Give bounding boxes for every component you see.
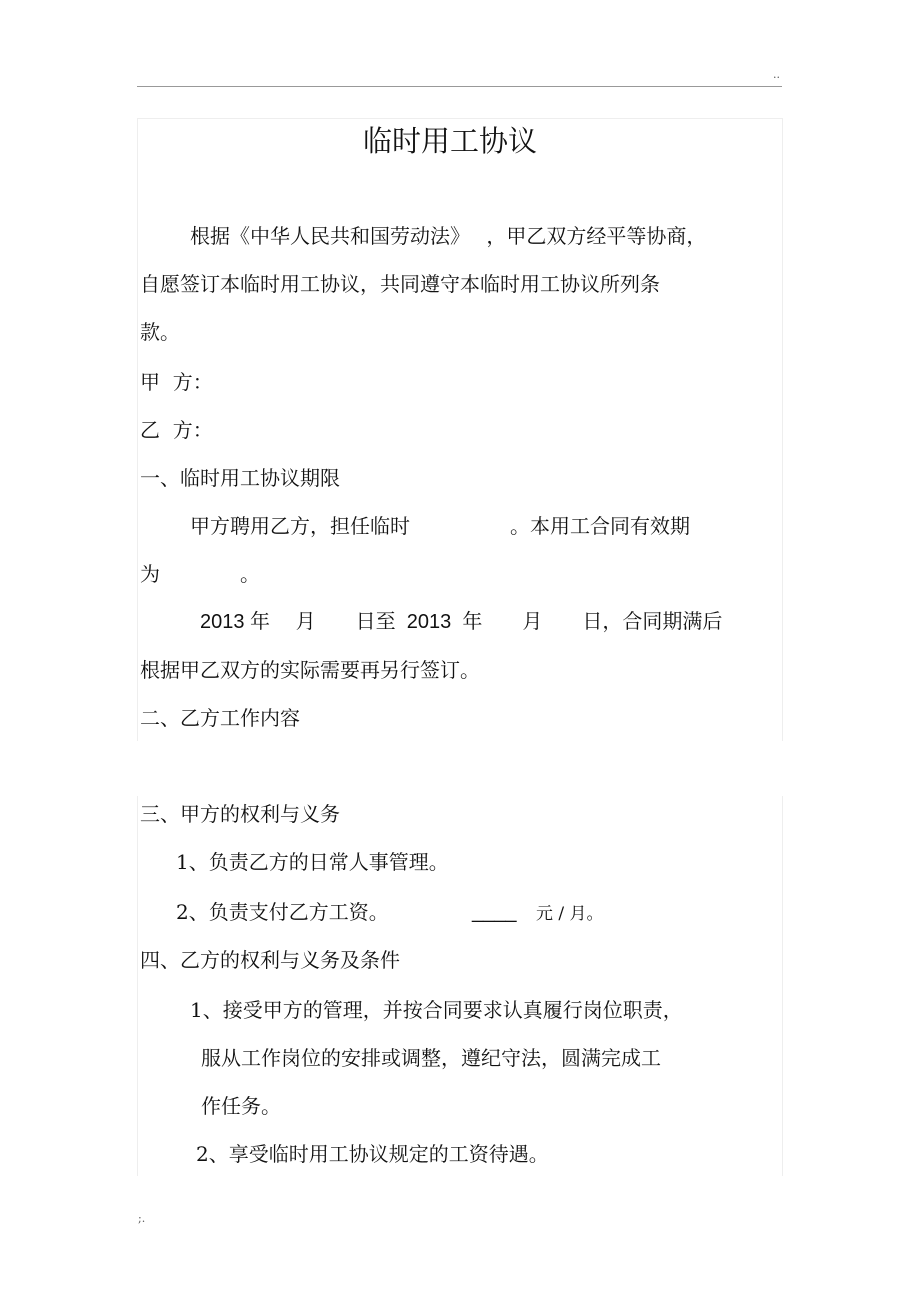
salary-blank: ____ <box>472 901 517 923</box>
document-title: 临时用工协议 <box>362 124 537 158</box>
intro-line-1: 根据《中华人民共和国劳动法》 ，甲乙双方经平等协商， <box>190 224 707 248</box>
section-2-heading: 二、乙方工作内容 <box>140 706 300 730</box>
section-1-line-4: 根据甲乙双方的实际需要再另行签订。 <box>140 658 480 682</box>
section-3-item-2: 2、负责支付乙方工资。 <box>176 900 389 924</box>
section-4-item-1-line-3: 作任务。 <box>201 1094 281 1118</box>
intro-line-3: 款。 <box>140 320 180 344</box>
section-1-line-2: 为 。 <box>140 562 260 586</box>
page-frame-top <box>137 118 783 741</box>
section-1-line-1: 甲方聘用乙方，担任临时 。本用工合同有效期 <box>190 514 690 538</box>
party-a-label: 甲 方： <box>140 370 213 394</box>
party-b-label: 乙 方： <box>140 418 213 442</box>
section-3-item-1: 1、负责乙方的日常人事管理。 <box>176 850 449 874</box>
section-4-item-1-line-2: 服从工作岗位的安排或调整，遵纪守法，圆满完成工 <box>201 1046 661 1070</box>
footer-mark: ;. <box>138 1212 146 1225</box>
section-1-heading: 一、临时用工协议期限 <box>140 466 340 490</box>
section-3-heading: 三、甲方的权利与义务 <box>140 802 340 826</box>
section-4-item-1-line-1: 1、接受甲方的管理，并按合同要求认真履行岗位职责， <box>190 998 683 1022</box>
section-1-date-line: 2013 年 月 日至 2013 年 月 日，合同期满后 <box>200 611 723 633</box>
section-4-heading: 四、乙方的权利与义务及条件 <box>140 948 400 972</box>
salary-unit: 元 / 月。 <box>536 904 604 924</box>
header-mark: .. <box>773 68 780 81</box>
section-4-item-2: 2、享受临时用工协议规定的工资待遇。 <box>196 1142 549 1166</box>
intro-line-2: 自愿签订本临时用工协议，共同遵守本临时用工协议所列条 <box>140 272 660 296</box>
header-rule <box>137 86 782 87</box>
